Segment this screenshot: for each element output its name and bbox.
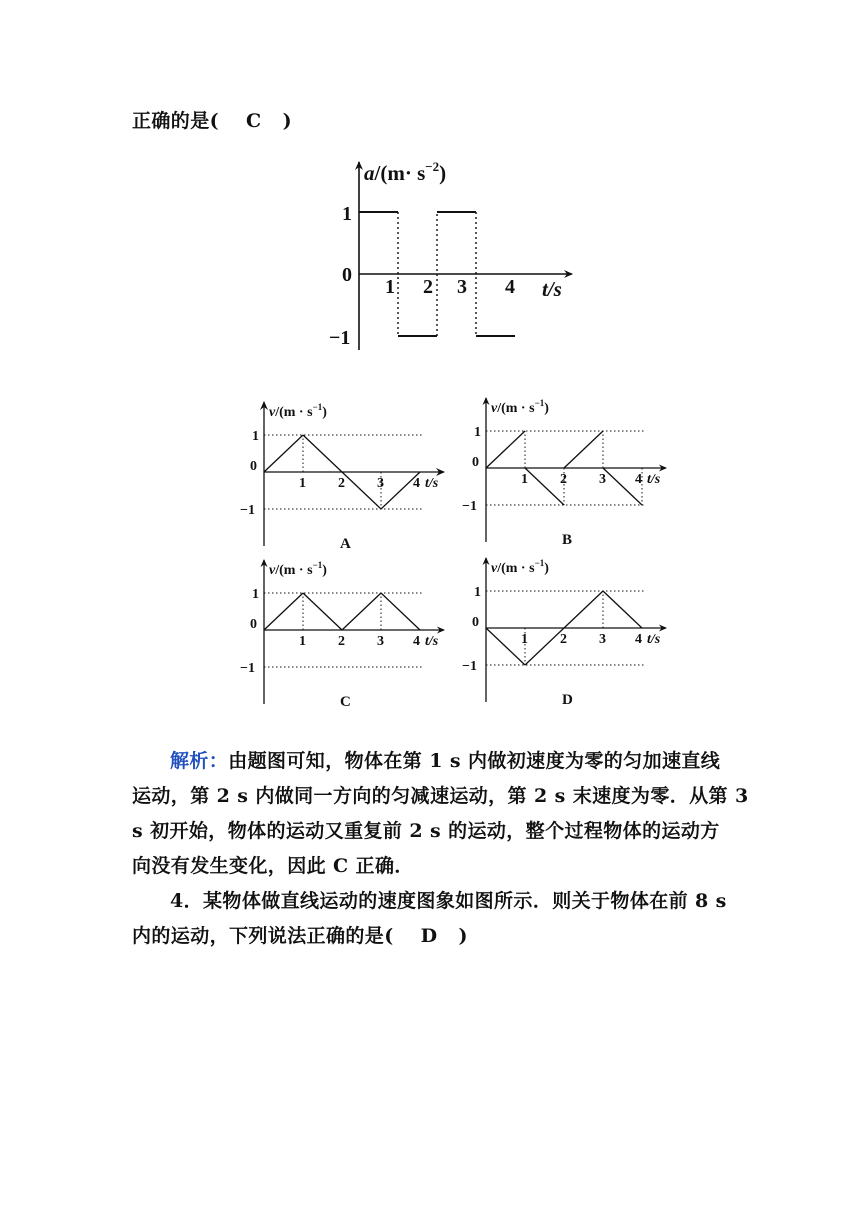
v-b-tick-x1: 1 [521,472,528,487]
v-b-xlabel: t/s [647,472,661,487]
v-b-ylabel [491,398,549,416]
v-d-tick-y0: 0 [472,615,479,630]
v-b-tick-x2: 2 [560,472,567,487]
analysis-label: 解析： [170,750,229,772]
analysis-line-3: s 初开始，物体的运动又重复前 2 s 的运动，整个过程物体的运动方 [132,820,720,842]
question4-text: 内的运动，下列说法正确的是( [132,925,394,947]
v-ylabel-unit: /(m · s [497,561,535,576]
v-c-segment [381,593,420,630]
v-c-segment [303,593,342,630]
v-c-tick-ym1: −1 [240,661,255,676]
v-c-tick-x2: 2 [338,634,345,649]
v-c-tick-y1: 1 [252,587,259,602]
question4-line-1: 4．某物体做直线运动的速度图象如图所示．则关于物体在前 8 s [170,890,727,912]
v-ylabel-symbol: v [491,401,498,416]
v-a-xlabel: t/s [425,476,439,491]
v-d-segment [603,591,642,628]
v-ylabel-symbol: v [491,561,498,576]
v-d-tick-x4: 4 [635,632,642,647]
question3-stem [132,106,292,133]
v-ylabel-exp: −1 [534,558,545,568]
v-ylabel-exp: −1 [534,398,545,408]
v-a-tick-x2: 2 [338,476,345,491]
option-d-caption: D [562,692,573,708]
v-a-tick-x4: 4 [413,476,420,491]
v-d-tick-x2: 2 [560,632,567,647]
v-b-tick-y0: 0 [472,455,479,470]
a-ylabel-exp: −2 [425,159,440,174]
a-ylabel [364,159,446,185]
v-d-segment [486,628,525,665]
v-a-tick-x1: 1 [299,476,306,491]
option-b-graph [454,392,684,552]
v-c-tick-x1: 1 [299,634,306,649]
v-c-xlabel: t/s [425,634,439,649]
a-tick-y-minus1: −1 [329,327,351,349]
question3-answer: C [246,110,262,132]
v-a-segment [264,435,303,472]
v-d-segment [525,628,564,665]
v-b-tick-y1: 1 [474,425,481,440]
v-a-tick-y0: 0 [250,459,257,474]
analysis-line-4: 向没有发生变化，因此 C 正确． [132,855,414,877]
option-a-caption: A [340,536,351,552]
a-xlabel: t/s [542,277,562,301]
a-tick-y-0: 0 [342,264,352,286]
v-ylabel-symbol: v [269,563,276,578]
v-d-tick-ym1: −1 [462,659,477,674]
v-a-tick-x3: 3 [377,476,384,491]
v-ylabel-close: ) [544,401,549,416]
v-c-ylabel [269,560,327,578]
option-c-caption: C [340,694,351,710]
v-c-segment [342,593,381,630]
question4-answer: D [420,925,438,947]
v-ylabel-exp: −1 [312,402,323,412]
question4-close: ) [458,925,468,947]
v-ylabel-unit: /(m · s [275,563,313,578]
a-ylabel-unit: /(m· s [374,161,426,185]
v-d-ylabel [491,558,549,576]
v-b-tick-ym1: −1 [462,499,477,514]
v-a-tick-ym1: −1 [240,503,255,518]
a-ylabel-symbol: a [364,161,375,185]
v-a-ylabel [269,402,327,420]
v-b-tick-x4: 4 [635,472,642,487]
a-ylabel-close: ) [439,161,447,185]
v-ylabel-unit: /(m · s [275,405,313,420]
a-tick-x-3: 3 [457,276,467,298]
v-d-tick-x1: 1 [521,632,528,647]
a-tick-x-4: 4 [505,276,515,298]
v-c-segment [264,593,303,630]
v-a-segment [342,472,381,509]
v-a-segment [303,435,342,472]
v-b-segment [525,468,564,505]
option-b-caption: B [562,532,573,548]
option-a-graph [232,396,462,556]
a-tick-x-1: 1 [385,276,395,298]
v-ylabel-close: ) [544,561,549,576]
question3-close: ) [282,110,292,132]
analysis-line-1 [170,746,720,773]
v-c-tick-y0: 0 [250,617,257,632]
v-ylabel-close: ) [322,405,327,420]
a-tick-y-1: 1 [342,203,352,225]
question3-stem-text: 正确的是( [132,110,219,132]
v-b-tick-x3: 3 [599,472,606,487]
v-a-tick-y1: 1 [252,429,259,444]
option-d-graph [454,552,684,712]
analysis-line-2: 运动，第 2 s 内做同一方向的匀减速运动，第 2 s 末速度为零．从第 3 [132,785,749,807]
v-ylabel-close: ) [322,563,327,578]
v-c-tick-x4: 4 [413,634,420,649]
v-b-segment [564,431,603,468]
v-ylabel-unit: /(m · s [497,401,535,416]
option-c-graph [232,554,462,714]
acceleration-graph [300,150,600,360]
a-tick-x-2: 2 [423,276,433,298]
v-d-segment [564,591,603,628]
v-b-segment [486,431,525,468]
v-ylabel-symbol: v [269,405,276,420]
analysis-text-1: 由题图可知，物体在第 1 s 内做初速度为零的匀加速直线 [228,750,721,772]
v-d-tick-x3: 3 [599,632,606,647]
v-ylabel-exp: −1 [312,560,323,570]
question4-line-2 [132,921,468,948]
v-d-xlabel: t/s [647,632,661,647]
v-d-tick-y1: 1 [474,585,481,600]
v-c-tick-x3: 3 [377,634,384,649]
